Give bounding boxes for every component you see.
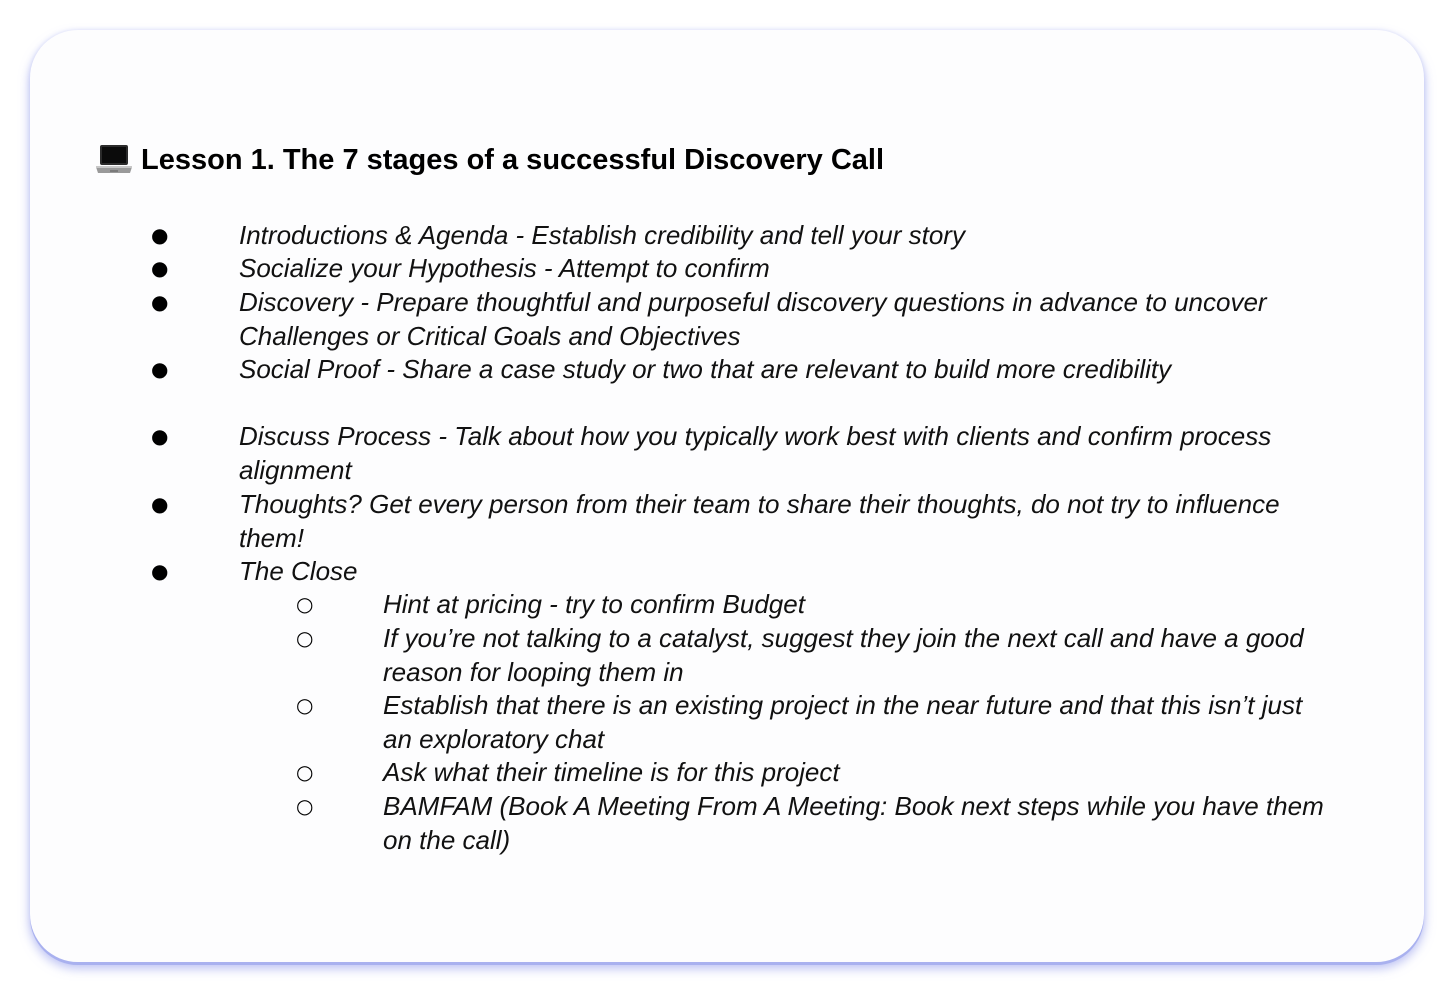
bullet-marker: ● bbox=[151, 559, 169, 583]
sub-bullet-marker: ○ bbox=[296, 760, 314, 784]
stage-the-close: The Close bbox=[239, 556, 358, 586]
stage-social-proof: Social Proof - Share a case study or two that are relevant to build more credibility bbox=[239, 354, 1172, 384]
close-step-timeline: Ask what their timeline is for this project bbox=[383, 757, 840, 787]
stage-introductions: Introductions & Agenda - Establish credibility and tell your story bbox=[239, 220, 965, 250]
bullet-marker: ● bbox=[151, 357, 169, 381]
bullet-marker: ● bbox=[151, 256, 169, 280]
stage-thoughts: Thoughts? Get every person from their team to share their thoughts, do not try to influence them! bbox=[239, 489, 1280, 553]
bullet-marker: ● bbox=[151, 492, 169, 516]
bullet-marker: ● bbox=[151, 290, 169, 314]
lesson-card bbox=[30, 30, 1424, 962]
close-step-bamfam: BAMFAM (Book A Meeting From A Meeting: Book next steps while you have them on the call) bbox=[383, 791, 1324, 855]
sub-bullet-marker: ○ bbox=[296, 626, 314, 650]
laptop-icon bbox=[95, 143, 133, 177]
sub-bullet-marker: ○ bbox=[296, 794, 314, 818]
stage-discovery: Discovery - Prepare thoughtful and purposeful discovery questions in advance to uncover Challenges or Critical Goals and Objectives bbox=[239, 287, 1267, 351]
close-step-existing-project: Establish that there is an existing project in the near future and that this isn’t just an exploratory chat bbox=[383, 690, 1303, 754]
stage-hypothesis: Socialize your Hypothesis - Attempt to confirm bbox=[239, 253, 770, 283]
stage-discuss-process: Discuss Process - Talk about how you typically work best with clients and confirm process alignment bbox=[239, 421, 1272, 485]
close-step-catalyst: If you’re not talking to a catalyst, suggest they join the next call and have a good reason for looping them in bbox=[383, 623, 1304, 687]
close-step-pricing: Hint at pricing - try to confirm Budget bbox=[383, 589, 805, 619]
sub-bullet-marker: ○ bbox=[296, 693, 314, 717]
bullet-marker: ● bbox=[151, 424, 169, 448]
sub-bullet-marker: ○ bbox=[296, 592, 314, 616]
lesson-heading bbox=[95, 140, 884, 180]
lesson-title: Lesson 1. The 7 stages of a successful Discovery Call bbox=[141, 143, 885, 176]
bullet-marker: ● bbox=[151, 223, 169, 247]
